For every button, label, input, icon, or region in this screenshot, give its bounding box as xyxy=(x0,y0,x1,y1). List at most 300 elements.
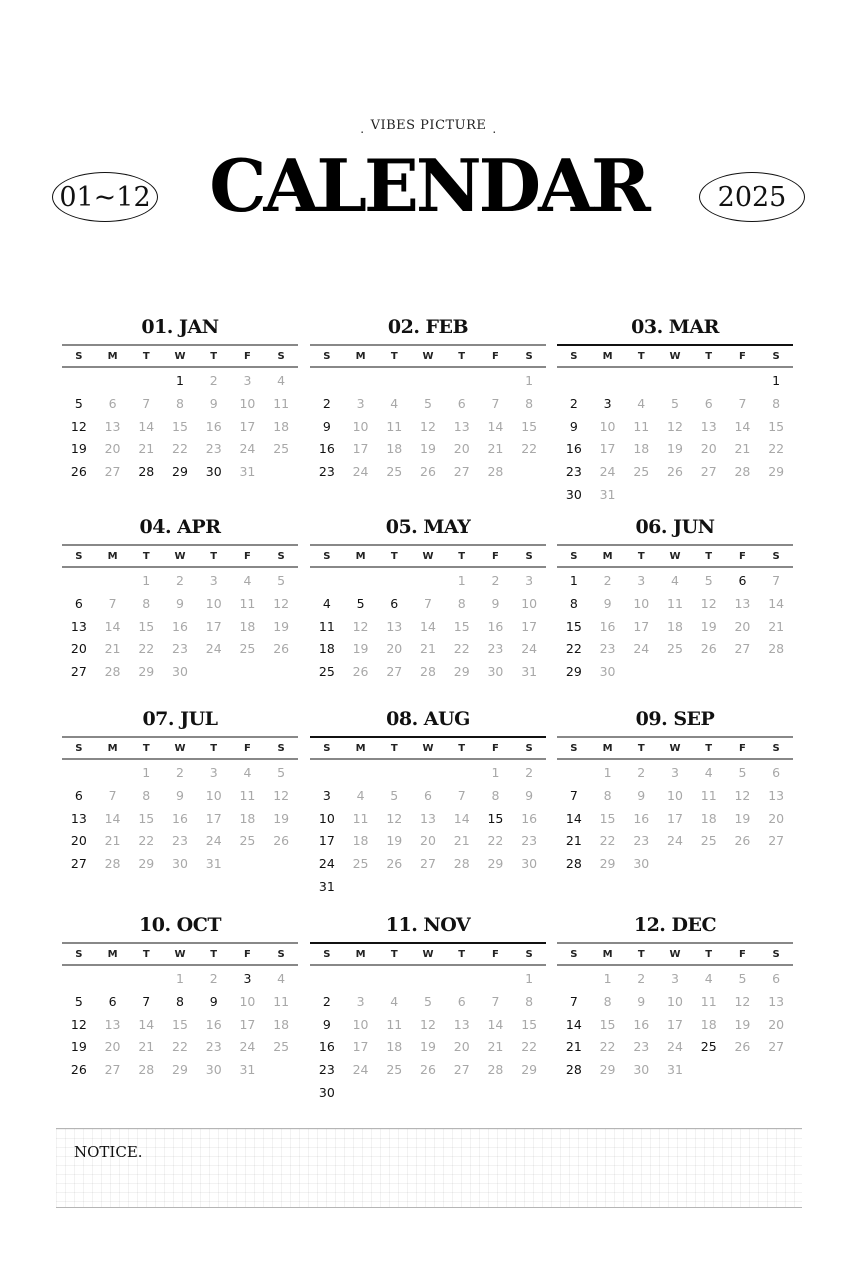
day-cell: 3 xyxy=(209,765,218,780)
day-cell: 16 xyxy=(565,441,582,457)
day-cell: 2 xyxy=(637,971,646,986)
empty-day-cell xyxy=(310,968,344,991)
day-cell: 19 xyxy=(70,1039,87,1055)
month-block-dec xyxy=(557,914,793,1082)
day-cell: 2 xyxy=(209,373,218,388)
month-block-sep xyxy=(557,708,793,876)
day-cell: 3 xyxy=(525,573,534,588)
day-cell: 5 xyxy=(277,573,286,588)
day-cell: 13 xyxy=(104,418,121,434)
day-cell: 22 xyxy=(565,641,582,657)
day-cell: 12 xyxy=(734,993,751,1009)
day-cell: 17 xyxy=(205,810,222,826)
day-cell: 23 xyxy=(318,464,335,480)
weekday-header xyxy=(557,736,793,760)
day-cell: 29 xyxy=(138,856,155,872)
weekday-label: S xyxy=(525,948,533,960)
day-cell: 4 xyxy=(704,765,713,780)
month-title: 01. JAN xyxy=(141,316,219,338)
weekday-header xyxy=(557,544,793,568)
day-cell: 4 xyxy=(277,971,286,986)
brand-dot-left: . xyxy=(360,122,365,136)
empty-day-cell xyxy=(62,762,96,785)
day-cell: 18 xyxy=(667,618,683,634)
day-cell: 27 xyxy=(386,664,403,680)
day-cell: 19 xyxy=(273,810,290,826)
day-cell: 25 xyxy=(239,833,256,849)
weekday-label: W xyxy=(669,550,681,562)
day-cell: 28 xyxy=(487,464,504,480)
weekday-label: T xyxy=(637,350,645,362)
year-badge: 2025 xyxy=(699,172,805,222)
day-cell: 19 xyxy=(700,618,717,634)
day-cell: 23 xyxy=(318,1062,335,1078)
day-cell: 25 xyxy=(700,833,717,849)
weekday-label: S xyxy=(75,742,83,754)
day-cell: 25 xyxy=(386,464,403,480)
day-cell: 21 xyxy=(104,833,121,849)
day-cell: 21 xyxy=(487,1039,504,1055)
day-cell: 9 xyxy=(637,787,646,803)
day-cell: 18 xyxy=(318,641,335,657)
day-cell: 16 xyxy=(205,418,222,434)
weekday-label: F xyxy=(739,550,746,562)
day-cell: 30 xyxy=(633,856,650,872)
day-cell: 27 xyxy=(768,1039,785,1055)
day-cell: 2 xyxy=(176,765,184,780)
weekday-label: T xyxy=(705,350,713,362)
day-cell: 29 xyxy=(138,664,155,680)
day-cell: 13 xyxy=(386,618,403,634)
day-cell: 23 xyxy=(565,464,582,480)
weekday-label: M xyxy=(107,742,118,754)
day-cell: 7 xyxy=(738,395,747,411)
day-cell: 29 xyxy=(599,1062,616,1078)
day-cell: 24 xyxy=(521,641,538,657)
day-cell: 4 xyxy=(243,765,252,780)
weekday-label: T xyxy=(390,350,398,362)
day-cell: 21 xyxy=(768,618,785,634)
day-cell: 2 xyxy=(525,765,534,780)
weekday-header xyxy=(62,344,298,368)
day-cell: 31 xyxy=(599,486,616,502)
day-cell: 9 xyxy=(209,395,218,411)
day-grid xyxy=(62,570,298,684)
day-cell: 13 xyxy=(420,810,436,826)
day-cell: 1 xyxy=(525,971,534,986)
weekday-header xyxy=(310,544,546,568)
day-cell: 26 xyxy=(667,464,683,480)
day-cell: 12 xyxy=(667,418,683,434)
weekday-label: T xyxy=(637,948,645,960)
day-cell: 21 xyxy=(565,1039,582,1055)
day-cell: 16 xyxy=(599,618,616,634)
weekday-label: F xyxy=(492,742,499,754)
day-cell: 20 xyxy=(104,441,121,457)
day-cell: 3 xyxy=(322,787,331,803)
day-cell: 6 xyxy=(74,595,83,611)
day-cell: 16 xyxy=(318,441,335,457)
day-cell: 27 xyxy=(734,641,751,657)
day-cell: 9 xyxy=(322,1016,331,1032)
notice-label: NOTICE. xyxy=(74,1143,143,1161)
day-cell: 7 xyxy=(142,395,151,411)
day-cell: 4 xyxy=(671,573,679,588)
day-cell: 6 xyxy=(704,395,713,411)
weekday-label: S xyxy=(277,948,285,960)
weekday-label: F xyxy=(244,350,251,362)
day-cell: 16 xyxy=(633,810,650,826)
day-cell: 11 xyxy=(667,595,683,611)
day-cell: 24 xyxy=(239,1039,256,1055)
day-cell: 2 xyxy=(322,395,331,411)
month-title: 12. DEC xyxy=(633,914,717,936)
day-cell: 23 xyxy=(205,1039,222,1055)
day-cell: 17 xyxy=(633,618,650,634)
day-cell: 3 xyxy=(671,971,679,986)
day-cell: 2 xyxy=(209,971,218,986)
weekday-label: S xyxy=(570,550,578,562)
day-cell: 18 xyxy=(239,618,256,634)
day-cell: 5 xyxy=(74,395,83,411)
weekday-label: T xyxy=(458,350,466,362)
day-cell: 4 xyxy=(356,787,365,803)
day-cell: 29 xyxy=(172,1062,188,1078)
day-cell: 29 xyxy=(172,464,188,480)
day-cell: 25 xyxy=(352,856,369,872)
empty-day-cell xyxy=(411,570,445,593)
day-cell: 16 xyxy=(318,1039,335,1055)
day-cell: 27 xyxy=(104,464,121,480)
month-title: 02. FEB xyxy=(387,316,469,338)
day-cell: 27 xyxy=(453,464,470,480)
day-cell: 27 xyxy=(104,1062,121,1078)
weekday-label: T xyxy=(210,948,218,960)
day-cell: 1 xyxy=(176,373,184,388)
day-cell: 10 xyxy=(205,787,222,803)
empty-day-cell xyxy=(377,570,411,593)
weekday-label: T xyxy=(637,550,645,562)
brand-label xyxy=(0,118,857,136)
day-cell: 16 xyxy=(205,1016,222,1032)
day-cell: 6 xyxy=(772,765,781,780)
day-cell: 9 xyxy=(209,993,218,1009)
day-cell: 18 xyxy=(273,418,290,434)
month-range-badge: 01~12 xyxy=(52,172,158,222)
weekday-label: M xyxy=(355,550,366,562)
day-cell: 11 xyxy=(273,993,290,1009)
day-cell: 10 xyxy=(352,418,369,434)
month-block-jan xyxy=(62,316,298,484)
empty-day-cell xyxy=(62,968,96,991)
day-cell: 31 xyxy=(239,1062,256,1078)
weekday-label: M xyxy=(355,742,366,754)
day-cell: 27 xyxy=(70,664,87,680)
empty-day-cell xyxy=(377,762,411,785)
day-cell: 10 xyxy=(633,595,650,611)
day-grid xyxy=(310,762,546,899)
day-cell: 31 xyxy=(239,464,256,480)
weekday-label: T xyxy=(142,742,150,754)
month-block-aug xyxy=(310,708,546,899)
day-cell: 3 xyxy=(603,395,612,411)
day-grid xyxy=(557,570,793,684)
day-cell: 19 xyxy=(352,641,369,657)
weekday-header xyxy=(557,942,793,966)
day-cell: 24 xyxy=(352,464,369,480)
empty-day-cell xyxy=(62,370,96,393)
day-cell: 26 xyxy=(734,1039,751,1055)
day-cell: 19 xyxy=(273,618,290,634)
day-cell: 30 xyxy=(599,664,616,680)
day-cell: 25 xyxy=(318,664,335,680)
weekday-label: T xyxy=(390,550,398,562)
day-cell: 19 xyxy=(667,441,683,457)
day-cell: 24 xyxy=(667,833,683,849)
weekday-label: S xyxy=(277,550,285,562)
day-cell: 7 xyxy=(491,993,500,1009)
day-cell: 8 xyxy=(491,787,500,803)
month-title: 11. NOV xyxy=(385,914,471,936)
day-cell: 7 xyxy=(142,993,151,1009)
day-cell: 27 xyxy=(700,464,717,480)
day-grid xyxy=(62,968,298,1082)
day-cell: 5 xyxy=(738,765,747,780)
day-cell: 28 xyxy=(487,1062,504,1078)
weekday-label: W xyxy=(669,948,681,960)
month-title: 08. AUG xyxy=(386,708,470,730)
day-cell: 21 xyxy=(420,641,436,657)
day-cell: 22 xyxy=(487,833,504,849)
weekday-label: T xyxy=(142,948,150,960)
day-cell: 24 xyxy=(318,856,335,872)
day-cell: 6 xyxy=(738,573,747,588)
weekday-label: F xyxy=(739,948,746,960)
weekday-label: M xyxy=(107,948,118,960)
day-cell: 10 xyxy=(521,595,538,611)
day-cell: 17 xyxy=(318,833,335,849)
day-cell: 28 xyxy=(420,664,436,680)
notice-box[interactable] xyxy=(56,1128,802,1208)
weekday-label: W xyxy=(422,948,434,960)
month-title: 04. APR xyxy=(139,516,221,538)
day-cell: 24 xyxy=(352,1062,369,1078)
day-cell: 20 xyxy=(386,641,403,657)
month-block-jul xyxy=(62,708,298,876)
weekday-label: M xyxy=(355,948,366,960)
day-cell: 22 xyxy=(768,441,785,457)
day-grid xyxy=(310,570,546,684)
day-cell: 15 xyxy=(487,810,504,826)
day-cell: 3 xyxy=(671,765,679,780)
day-cell: 14 xyxy=(565,810,582,826)
month-block-feb xyxy=(310,316,546,484)
day-cell: 25 xyxy=(700,1039,717,1055)
day-cell: 9 xyxy=(322,418,331,434)
day-cell: 5 xyxy=(277,765,286,780)
weekday-label: F xyxy=(492,948,499,960)
day-cell: 7 xyxy=(569,993,578,1009)
day-cell: 14 xyxy=(138,1016,155,1032)
empty-day-cell xyxy=(344,968,378,991)
day-cell: 24 xyxy=(205,641,222,657)
day-cell: 14 xyxy=(420,618,436,634)
day-cell: 21 xyxy=(138,441,155,457)
day-cell: 17 xyxy=(667,1016,683,1032)
day-cell: 11 xyxy=(633,418,650,434)
month-block-oct xyxy=(62,914,298,1082)
day-cell: 31 xyxy=(667,1062,683,1078)
day-cell: 17 xyxy=(239,1016,256,1032)
weekday-label: W xyxy=(669,350,681,362)
day-cell: 8 xyxy=(176,395,184,411)
day-cell: 3 xyxy=(637,573,646,588)
empty-day-cell xyxy=(344,570,378,593)
empty-day-cell xyxy=(726,370,760,393)
weekday-label: S xyxy=(323,742,331,754)
day-cell: 1 xyxy=(603,765,612,780)
day-cell: 4 xyxy=(704,971,713,986)
day-grid xyxy=(557,370,793,507)
day-cell: 22 xyxy=(172,1039,188,1055)
weekday-label: S xyxy=(570,350,578,362)
month-block-may xyxy=(310,516,546,684)
day-cell: 12 xyxy=(70,418,87,434)
weekday-label: F xyxy=(739,350,746,362)
weekday-label: T xyxy=(705,742,713,754)
empty-day-cell xyxy=(377,968,411,991)
day-cell: 2 xyxy=(637,765,646,780)
weekday-label: T xyxy=(210,742,218,754)
day-cell: 11 xyxy=(318,618,335,634)
day-cell: 18 xyxy=(386,441,403,457)
weekday-label: S xyxy=(277,742,285,754)
day-cell: 17 xyxy=(599,441,616,457)
empty-day-cell xyxy=(96,762,130,785)
month-title: 10. OCT xyxy=(139,914,221,936)
day-cell: 7 xyxy=(491,395,500,411)
day-cell: 5 xyxy=(74,993,83,1009)
day-cell: 29 xyxy=(521,1062,538,1078)
empty-day-cell xyxy=(479,370,513,393)
weekday-label: T xyxy=(390,948,398,960)
weekday-label: T xyxy=(142,550,150,562)
day-cell: 30 xyxy=(487,664,504,680)
empty-day-cell xyxy=(411,370,445,393)
day-cell: 8 xyxy=(525,993,534,1009)
day-cell: 4 xyxy=(243,573,252,588)
day-cell: 20 xyxy=(768,1016,785,1032)
day-cell: 29 xyxy=(599,856,616,872)
day-cell: 9 xyxy=(637,993,646,1009)
weekday-label: M xyxy=(602,550,613,562)
weekday-label: M xyxy=(602,948,613,960)
weekday-header xyxy=(310,736,546,760)
weekday-label: M xyxy=(107,550,118,562)
empty-day-cell xyxy=(310,370,344,393)
empty-day-cell xyxy=(129,370,163,393)
day-cell: 6 xyxy=(108,993,117,1009)
weekday-label: S xyxy=(525,742,533,754)
day-cell: 18 xyxy=(700,810,717,826)
day-cell: 20 xyxy=(104,1039,121,1055)
weekday-label: T xyxy=(142,350,150,362)
day-cell: 15 xyxy=(138,810,155,826)
day-cell: 28 xyxy=(104,856,121,872)
day-cell: 19 xyxy=(420,1039,436,1055)
weekday-label: T xyxy=(210,350,218,362)
day-cell: 10 xyxy=(239,395,256,411)
weekday-label: S xyxy=(75,350,83,362)
day-cell: 31 xyxy=(521,664,538,680)
day-cell: 15 xyxy=(172,1016,188,1032)
day-cell: 21 xyxy=(104,641,121,657)
day-cell: 9 xyxy=(176,787,184,803)
weekday-label: F xyxy=(739,742,746,754)
weekday-label: T xyxy=(210,550,218,562)
day-cell: 16 xyxy=(633,1016,650,1032)
day-cell: 2 xyxy=(322,993,331,1009)
empty-day-cell xyxy=(479,968,513,991)
day-cell: 11 xyxy=(700,993,717,1009)
day-cell: 28 xyxy=(565,1062,582,1078)
day-cell: 8 xyxy=(457,595,466,611)
day-cell: 3 xyxy=(356,395,365,411)
day-cell: 24 xyxy=(633,641,650,657)
day-cell: 22 xyxy=(138,833,155,849)
day-cell: 11 xyxy=(273,395,290,411)
day-cell: 7 xyxy=(424,595,432,611)
day-cell: 19 xyxy=(734,810,751,826)
empty-day-cell xyxy=(445,370,479,393)
day-cell: 4 xyxy=(277,373,286,388)
weekday-label: T xyxy=(458,948,466,960)
day-cell: 30 xyxy=(565,486,582,502)
day-cell: 7 xyxy=(108,787,117,803)
day-cell: 6 xyxy=(457,993,466,1009)
day-cell: 11 xyxy=(386,418,403,434)
day-cell: 22 xyxy=(521,1039,538,1055)
month-title: 07. JUL xyxy=(142,708,218,730)
day-cell: 19 xyxy=(420,441,436,457)
empty-day-cell xyxy=(557,762,591,785)
day-cell: 9 xyxy=(569,418,578,434)
day-grid xyxy=(62,762,298,876)
day-cell: 12 xyxy=(273,595,290,611)
day-cell: 23 xyxy=(487,641,504,657)
day-cell: 16 xyxy=(172,618,188,634)
day-cell: 25 xyxy=(273,1039,290,1055)
month-title: 06. JUN xyxy=(635,516,715,538)
weekday-label: W xyxy=(174,948,186,960)
day-cell: 14 xyxy=(487,418,504,434)
day-cell: 3 xyxy=(209,573,218,588)
day-cell: 10 xyxy=(599,418,616,434)
day-cell: 28 xyxy=(565,856,582,872)
day-cell: 21 xyxy=(138,1039,155,1055)
day-cell: 1 xyxy=(142,573,151,588)
day-cell: 14 xyxy=(768,595,785,611)
day-cell: 9 xyxy=(525,787,534,803)
day-cell: 15 xyxy=(453,618,470,634)
day-cell: 5 xyxy=(704,573,713,588)
day-cell: 14 xyxy=(104,618,121,634)
day-cell: 30 xyxy=(172,856,188,872)
day-cell: 17 xyxy=(521,618,538,634)
weekday-label: S xyxy=(75,550,83,562)
day-cell: 9 xyxy=(491,595,500,611)
weekday-label: F xyxy=(244,948,251,960)
